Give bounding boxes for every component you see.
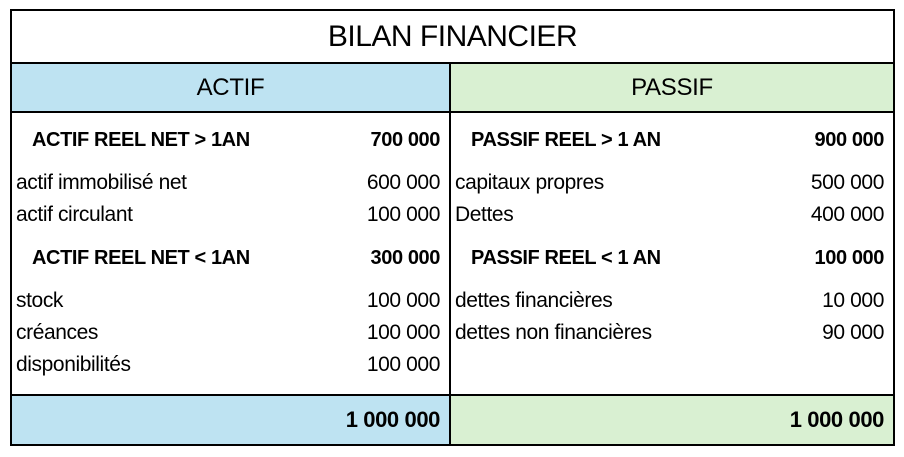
- row-label: disponibilités: [16, 353, 131, 376]
- row-value: 900 000: [814, 128, 884, 151]
- row-value: 100 000: [366, 203, 440, 226]
- row-label: ACTIF REEL NET < 1AN: [32, 246, 250, 269]
- table-row: [451, 285, 893, 317]
- total-row: [12, 394, 893, 444]
- table-row: [12, 167, 449, 199]
- column-header-row: [12, 62, 893, 113]
- passif-body-cell: [449, 113, 893, 394]
- table-row: [451, 349, 893, 381]
- row-label: PASSIF REEL > 1 AN: [471, 128, 661, 151]
- row-value: 100 000: [366, 289, 440, 312]
- table-row: [12, 231, 449, 285]
- row-label: actif circulant: [16, 203, 133, 226]
- table-row: [451, 167, 893, 199]
- row-value: 100 000: [366, 353, 440, 376]
- row-value: 100 000: [814, 246, 884, 269]
- table-row: [451, 113, 893, 167]
- row-value: 500 000: [810, 171, 884, 194]
- actif-total-value: 1 000 000: [345, 407, 440, 432]
- actif-total-cell: [12, 396, 449, 444]
- row-label: dettes financières: [455, 289, 613, 312]
- row-label: créances: [16, 321, 99, 344]
- table-row: [12, 285, 449, 317]
- passif-total-cell: [449, 396, 893, 444]
- row-value: 10 000: [822, 289, 884, 312]
- row-label: capitaux propres: [455, 171, 604, 194]
- table-row: [451, 317, 893, 349]
- balance-sheet-table: [10, 9, 895, 446]
- row-value: 100 000: [366, 321, 440, 344]
- row-value: 600 000: [366, 171, 440, 194]
- row-label: Dettes: [455, 203, 514, 226]
- row-label: ACTIF REEL NET > 1AN: [32, 128, 250, 151]
- row-value: 90 000: [822, 321, 884, 344]
- table-title: BILAN FINANCIER: [12, 11, 893, 62]
- actif-column-header: ACTIF: [12, 64, 449, 111]
- table-row: [12, 113, 449, 167]
- passif-column-header: PASSIF: [449, 64, 893, 111]
- table-body: [12, 113, 893, 394]
- table-row: [12, 349, 449, 381]
- row-value: 700 000: [370, 128, 440, 151]
- table-row: [451, 199, 893, 231]
- table-row: [12, 317, 449, 349]
- row-label: PASSIF REEL < 1 AN: [471, 246, 661, 269]
- row-value: 400 000: [810, 203, 884, 226]
- row-value: 300 000: [370, 246, 440, 269]
- row-label: dettes non financières: [455, 321, 652, 344]
- actif-body-cell: [12, 113, 449, 394]
- row-label: stock: [16, 289, 64, 312]
- row-label: actif immobilisé net: [16, 171, 187, 194]
- passif-total-value: 1 000 000: [789, 407, 884, 432]
- table-row: [12, 199, 449, 231]
- table-row: [451, 231, 893, 285]
